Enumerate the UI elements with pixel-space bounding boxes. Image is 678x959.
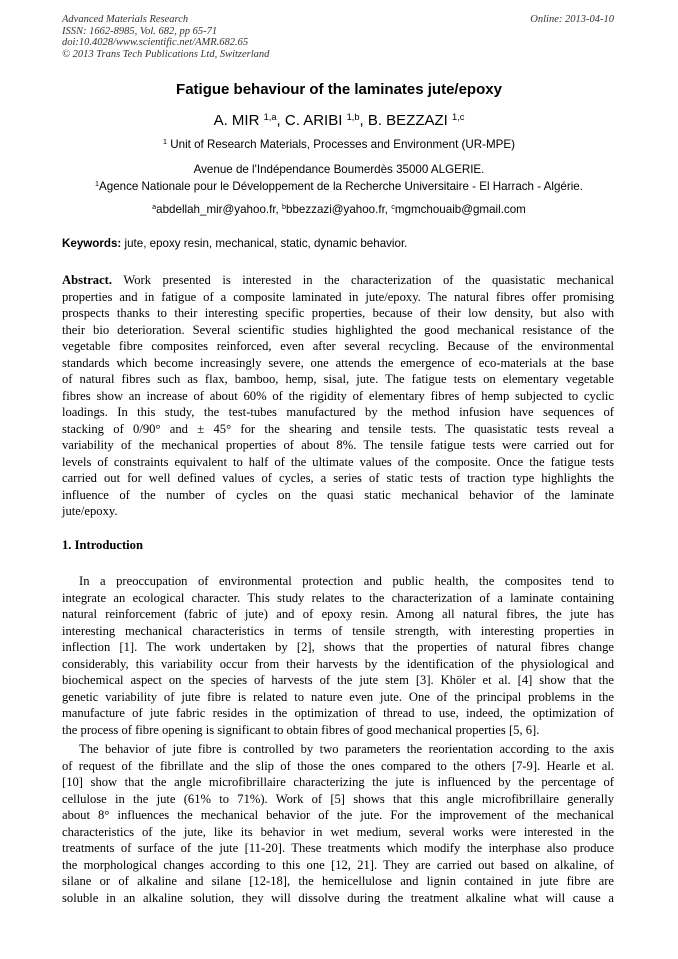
email-mark: b — [282, 202, 287, 212]
affiliation-text: Agence Nationale pour le Développement de la Recherche Universitaire - El Harrach - Algérie. — [99, 180, 583, 193]
author-name: , B. BEZZAZI — [359, 112, 453, 129]
text-line — [62, 272, 614, 289]
keywords-label: Keywords: — [62, 237, 122, 250]
text-line: biochemical aspect on the species of harvests of the jute stem [3]. Khöler et al. [4] show that the — [62, 673, 614, 687]
author-list — [0, 112, 678, 130]
doi-line[interactable]: doi:10.4028/www.scientific.net/AMR.682.65 — [62, 37, 249, 48]
text-line: cellulose in the jute (61% to 71%). Work of [5] shows that this angle microfibrillaire generally — [62, 791, 614, 806]
text-line: carried out for well defined values of cycles, a series of static tests of traction type highlights the — [62, 471, 614, 485]
affiliation-agency — [0, 180, 678, 194]
email-link[interactable]: mgmchouaib@gmail.com — [394, 203, 526, 216]
issn-line: ISSN: 1662-8985, Vol. 682, pp 65-71 — [62, 25, 218, 37]
author-affiliation-mark: 1,b — [346, 111, 360, 122]
email-link[interactable]: abdellah_mir@yahoo.fr, — [156, 203, 283, 216]
journal-header — [62, 14, 269, 60]
author-name: , C. ARIBI — [276, 112, 347, 129]
intro-paragraph-1 — [62, 573, 614, 738]
copyright-line: © 2013 Trans Tech Publications Ltd, Switzerland — [62, 48, 270, 60]
text-line: In a preoccupation of environmental protection and public health, the composites tend to — [79, 574, 614, 588]
text-line: jute/epoxy. — [62, 504, 118, 518]
section-heading-introduction: 1. Introduction — [62, 538, 143, 552]
text-line: treatments of surface of the jute [11-20]. These treatments which modify the interphase also produce — [62, 841, 614, 855]
journal-name: Advanced Materials Research — [62, 14, 189, 25]
affiliation-text: Unit of Research Materials, Processes and Environment (UR-MPE) — [167, 138, 515, 151]
text-line: standards which become increasingly severe, one attends the emergence of eco-materials at the base — [62, 355, 614, 370]
text-line: their bio deterioration. Several scientific studies highlighted the good mechanical resistance of the — [62, 322, 614, 337]
keywords-text: jute, epoxy resin, mechanical, static, dynamic behavior. — [121, 237, 408, 250]
text-line: inflection [1]. The work undertaken by [2], shows that the properties of natural fibres change — [62, 640, 614, 654]
text-line: the process of fibre opening is significant to obtain fibres of good mechanical properties [5, 6]. — [62, 722, 540, 737]
email-mark: c — [391, 202, 395, 212]
text-line: considerably, this variability occur from their harvests by the identification of the physiological and — [62, 656, 614, 671]
abstract-paragraph — [62, 272, 614, 520]
affiliation-address: Avenue de l'Indépendance Boumerdès 35000 ALGERIE. — [193, 163, 485, 176]
author-name: A. MIR — [213, 112, 264, 129]
text-line: characteristics of the jute, like its behavior in wet medium, several works were interested in the — [62, 824, 614, 839]
text-line: fibres show an increase of about 60% of the rigidity of elementary fibres of hemp subjected to cyclic — [62, 388, 614, 403]
text-line: genetic variability of jute fibre is related to nature even jute. One of the principal problems in the — [62, 689, 614, 704]
text-line: interesting mechanical characteristics in terms of tensile strength, with interesting properties in — [62, 623, 614, 638]
line-text: Work presented is interested in the characterization of the quasistatic mechanical — [112, 273, 614, 287]
email-mark: a — [152, 202, 157, 212]
abstract-label: Abstract. — [62, 273, 113, 287]
text-line: loadings. In this study, the test-tubes manufactured by the method infusion have sequences of — [62, 405, 614, 419]
text-line: about 8° influences the mechanical behavior of the jute. For the improvement of the mechanical — [62, 808, 614, 822]
text-line: The behavior of jute fibre is controlled by two parameters the reorientation according to the axis — [79, 742, 614, 756]
affiliation-unit — [0, 138, 678, 152]
text-line: soluble in an alkaline solution, they will dissolve during the treatment alkaline what will cause a — [62, 890, 614, 905]
text-line: manufacture of jute fabric resides in the optimization of thread to use, indeed, the optimization of — [62, 706, 614, 720]
text-line: of natural fibres such as flax, bamboo, hemp, sisal, jute. The fatigue tests on elementary vegetable — [62, 372, 614, 386]
text-line: properties and in fatigue of a composite laminated in jute/epoxy. The natural fibres offer promising — [62, 289, 614, 304]
text-line: silane or of alkaline and silane [12-18], the hemicellulose and lignin contained in jute fibre are — [62, 874, 614, 888]
affiliation-mark: 1 — [163, 137, 168, 147]
text-line: prospects thanks to their interesting specific properties, because of their low density, but also with — [62, 306, 614, 320]
keywords-line — [62, 237, 407, 251]
text-line: [10] show that the angle microfibrillaire characterizing the jute is influenced by the percentage of — [62, 775, 614, 789]
text-line: vegetable fibre composites reinforced, even after several recycling. Because of the environmental — [62, 339, 614, 353]
online-date: Online: 2013-04-10 — [530, 14, 614, 25]
text-line: the morphological changes according to this one [12, 21]. They are carried out based on alkaline, of — [62, 857, 614, 872]
intro-paragraph-2 — [62, 741, 614, 906]
text-line: influence of the number of cycles on the quasi static mechanical behavior of the laminate — [62, 487, 614, 502]
text-line: levels of constraints equivalent to half of the ultimate values of the composite. Once the fatigue tests — [62, 454, 614, 469]
author-emails — [0, 203, 678, 217]
email-link[interactable]: bbezzazi@yahoo.fr, — [286, 203, 392, 216]
text-line: stacking of 0/90° and ± 45° for the shearing and tensile tests. The quasistatic tests reveal a — [62, 421, 614, 436]
text-line: of request of the fibrillate and the slip of those the ones compared to the others [7-9]. Hearle et al. — [62, 758, 614, 773]
author-affiliation-mark: 1,c — [452, 111, 465, 122]
author-affiliation-mark: 1,a — [263, 111, 277, 122]
paper-title: Fatigue behaviour of the laminates jute/epoxy — [176, 81, 502, 98]
text-line: natural reinforcement (fabric of jute) and of epoxy resin. Among all natural fibres, the jute has — [62, 607, 614, 621]
text-line: variability of the mechanical properties of about 8%. The tensile fatigue tests were carried out for — [62, 438, 614, 452]
text-line: integrate an ecological character. This study relates to the characterization of a laminate containing — [62, 590, 614, 605]
affiliation-mark: 1 — [95, 179, 100, 189]
